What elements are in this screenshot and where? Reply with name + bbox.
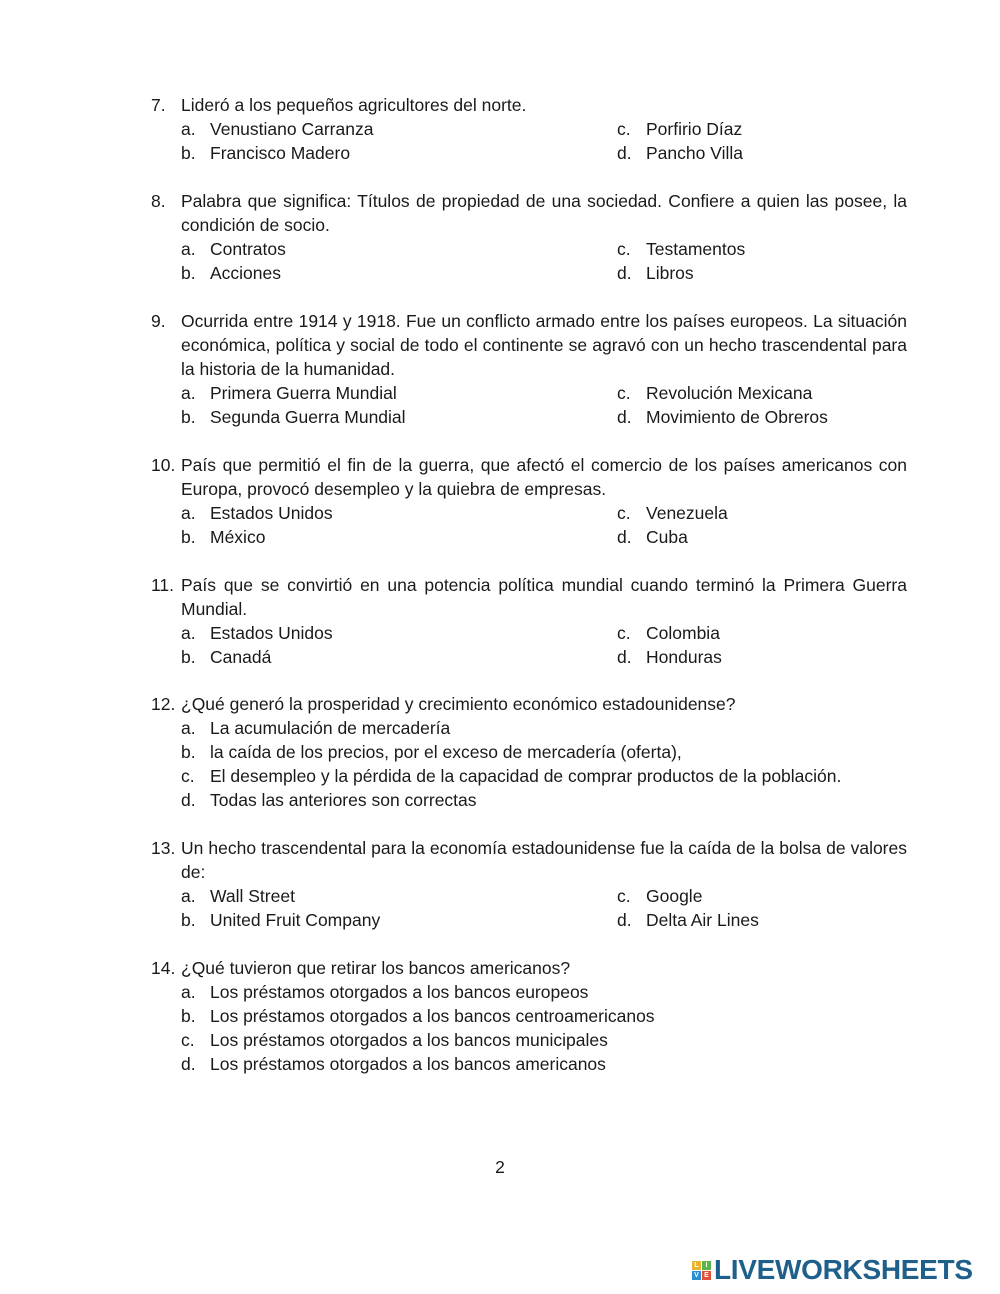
options-grid [181,621,907,669]
option-letter: b. [181,1006,196,1026]
option-d[interactable] [617,141,917,165]
options-list [181,980,907,1076]
option-d[interactable] [181,1052,907,1076]
question-11 [151,573,907,669]
option-b[interactable] [181,645,617,669]
option-letter: c. [617,119,631,139]
option-letter: c. [181,1030,195,1050]
question-stem [151,93,907,117]
option-text: Google [646,886,703,906]
question-number: 10. [151,455,176,475]
option-letter: c. [617,886,631,906]
option-letter: b. [181,263,196,283]
option-text: Venezuela [646,503,728,523]
option-d[interactable] [617,908,917,932]
option-c[interactable] [617,237,917,261]
question-text: País que se convirtió en una potencia política mundial cuando terminó la Primera Guerra Mundial. [181,575,907,619]
option-text: Venustiano Carranza [210,119,374,139]
option-text: Los préstamos otorgados a los bancos americanos [210,1054,606,1074]
option-text: Acciones [210,263,282,283]
option-text: Todas las anteriores son correctas [210,790,477,810]
option-b[interactable] [181,261,617,285]
option-letter: d. [617,407,632,427]
option-text: la caída de los precios, por el exceso de mercadería (oferta), [210,742,682,762]
option-letter: a. [181,886,196,906]
option-letter: c. [617,623,631,643]
question-8 [151,189,907,285]
option-b[interactable] [181,1004,907,1028]
question-9 [151,309,907,429]
page-number: 2 [495,1157,505,1177]
question-12 [151,692,907,812]
option-a[interactable] [181,716,907,740]
option-text: Movimiento de Obreros [646,407,828,427]
question-stem [151,692,907,716]
options-list [181,716,907,812]
option-b[interactable] [181,525,617,549]
option-letter: b. [181,143,196,163]
option-d[interactable] [617,261,917,285]
option-letter: c. [617,383,631,403]
option-b[interactable] [181,908,617,932]
question-number: 14. [151,958,176,978]
logo-icon-tile: I [702,1261,711,1270]
option-letter: d. [617,910,632,930]
option-text: Honduras [646,647,722,667]
option-d[interactable] [617,645,917,669]
question-stem [151,453,907,501]
question-7 [151,93,907,165]
question-text: Un hecho trascendental para la economía estadounidense fue la caída de la bolsa de valores de: [181,838,907,882]
option-letter: b. [181,742,196,762]
question-13 [151,836,907,932]
option-c[interactable] [617,117,917,141]
option-letter: b. [181,527,196,547]
option-text: La acumulación de mercadería [210,718,451,738]
option-c[interactable] [617,381,917,405]
option-letter: b. [181,407,196,427]
option-text: Los préstamos otorgados a los bancos municipales [210,1030,608,1050]
option-text: Cuba [646,527,688,547]
question-14 [151,956,907,1076]
option-text: Testamentos [646,239,746,259]
option-letter: d. [617,527,632,547]
option-letter: a. [181,119,196,139]
option-letter: b. [181,647,196,667]
options-grid [181,237,907,285]
option-c[interactable] [617,621,917,645]
option-letter: d. [617,263,632,283]
option-text: Delta Air Lines [646,910,759,930]
option-a[interactable] [181,381,617,405]
question-stem [151,956,907,980]
option-letter: a. [181,383,196,403]
option-letter: a. [181,982,196,1002]
option-text: El desempleo y la pérdida de la capacidad de comprar productos de la población. [210,766,842,786]
option-a[interactable] [181,621,617,645]
question-stem [151,189,907,237]
liveworksheets-logo[interactable] [692,1255,973,1285]
option-letter: c. [181,766,195,786]
question-text: ¿Qué tuvieron que retirar los bancos americanos? [181,958,571,978]
option-letter: b. [181,910,196,930]
question-number: 7. [151,95,166,115]
option-letter: a. [181,503,196,523]
logo-icon-tile: V [692,1271,701,1280]
option-letter: c. [617,503,631,523]
option-text: United Fruit Company [210,910,381,930]
question-number: 12. [151,694,176,714]
option-a[interactable] [181,237,617,261]
option-text: Los préstamos otorgados a los bancos centroamericanos [210,1006,655,1026]
option-letter: d. [181,1054,196,1074]
logo-text: LIVEWORKSHEETS [714,1254,973,1285]
option-b[interactable] [181,141,617,165]
option-c[interactable] [617,884,917,908]
option-b[interactable] [181,740,907,764]
logo-icon-tile: L [692,1261,701,1270]
option-text: Los préstamos otorgados a los bancos europeos [210,982,589,1002]
option-c[interactable] [617,501,917,525]
option-c[interactable] [181,1028,907,1052]
option-a[interactable] [181,884,617,908]
question-number: 11. [151,575,175,595]
option-text: Revolución Mexicana [646,383,813,403]
option-text: Libros [646,263,694,283]
option-text: Porfirio Díaz [646,119,743,139]
question-number: 8. [151,191,166,211]
option-text: Pancho Villa [646,143,743,163]
logo-icon-tile: E [702,1271,711,1280]
option-d[interactable] [617,405,917,429]
option-text: Estados Unidos [210,623,333,643]
question-text: Ocurrida entre 1914 y 1918. Fue un conflicto armado entre los países europeos. La situación económica, política y social de todo el continente se agravó con un hecho trascendental para la historia de la humanidad. [181,311,907,379]
option-text: Primera Guerra Mundial [210,383,397,403]
option-letter: a. [181,623,196,643]
option-text: Canadá [210,647,272,667]
option-letter: a. [181,239,196,259]
options-grid [181,117,907,165]
question-text: ¿Qué generó la prosperidad y crecimiento económico estadounidense? [181,694,736,714]
option-text: Wall Street [210,886,295,906]
question-number: 9. [151,311,166,331]
option-text: Francisco Madero [210,143,351,163]
option-a[interactable] [181,501,617,525]
option-letter: a. [181,718,196,738]
option-a[interactable] [181,980,907,1004]
option-text: Colombia [646,623,720,643]
question-text: Lideró a los pequeños agricultores del norte. [181,95,527,115]
options-grid [181,381,907,429]
liveworksheets-logo-icon [692,1261,711,1280]
options-grid [181,884,907,932]
option-letter: c. [617,239,631,259]
option-d[interactable] [617,525,917,549]
question-stem [151,836,907,884]
option-d[interactable] [181,788,907,812]
option-c[interactable] [181,764,907,788]
option-text: Estados Unidos [210,503,333,523]
option-text: Contratos [210,239,286,259]
question-stem [151,573,907,621]
option-a[interactable] [181,117,617,141]
question-text: Palabra que significa: Títulos de propiedad de una sociedad. Confiere a quien las posee, la condición de socio. [181,191,907,235]
option-letter: d. [181,790,196,810]
question-text: País que permitió el fin de la guerra, que afectó el comercio de los países americanos con Europa, provocó desempleo y la quiebra de empresas. [181,455,907,499]
option-text: Segunda Guerra Mundial [210,407,406,427]
option-letter: d. [617,143,632,163]
option-b[interactable] [181,405,617,429]
option-text: México [210,527,266,547]
question-number: 13. [151,838,176,858]
option-letter: d. [617,647,632,667]
options-grid [181,501,907,549]
question-stem [151,309,907,381]
question-10 [151,453,907,549]
